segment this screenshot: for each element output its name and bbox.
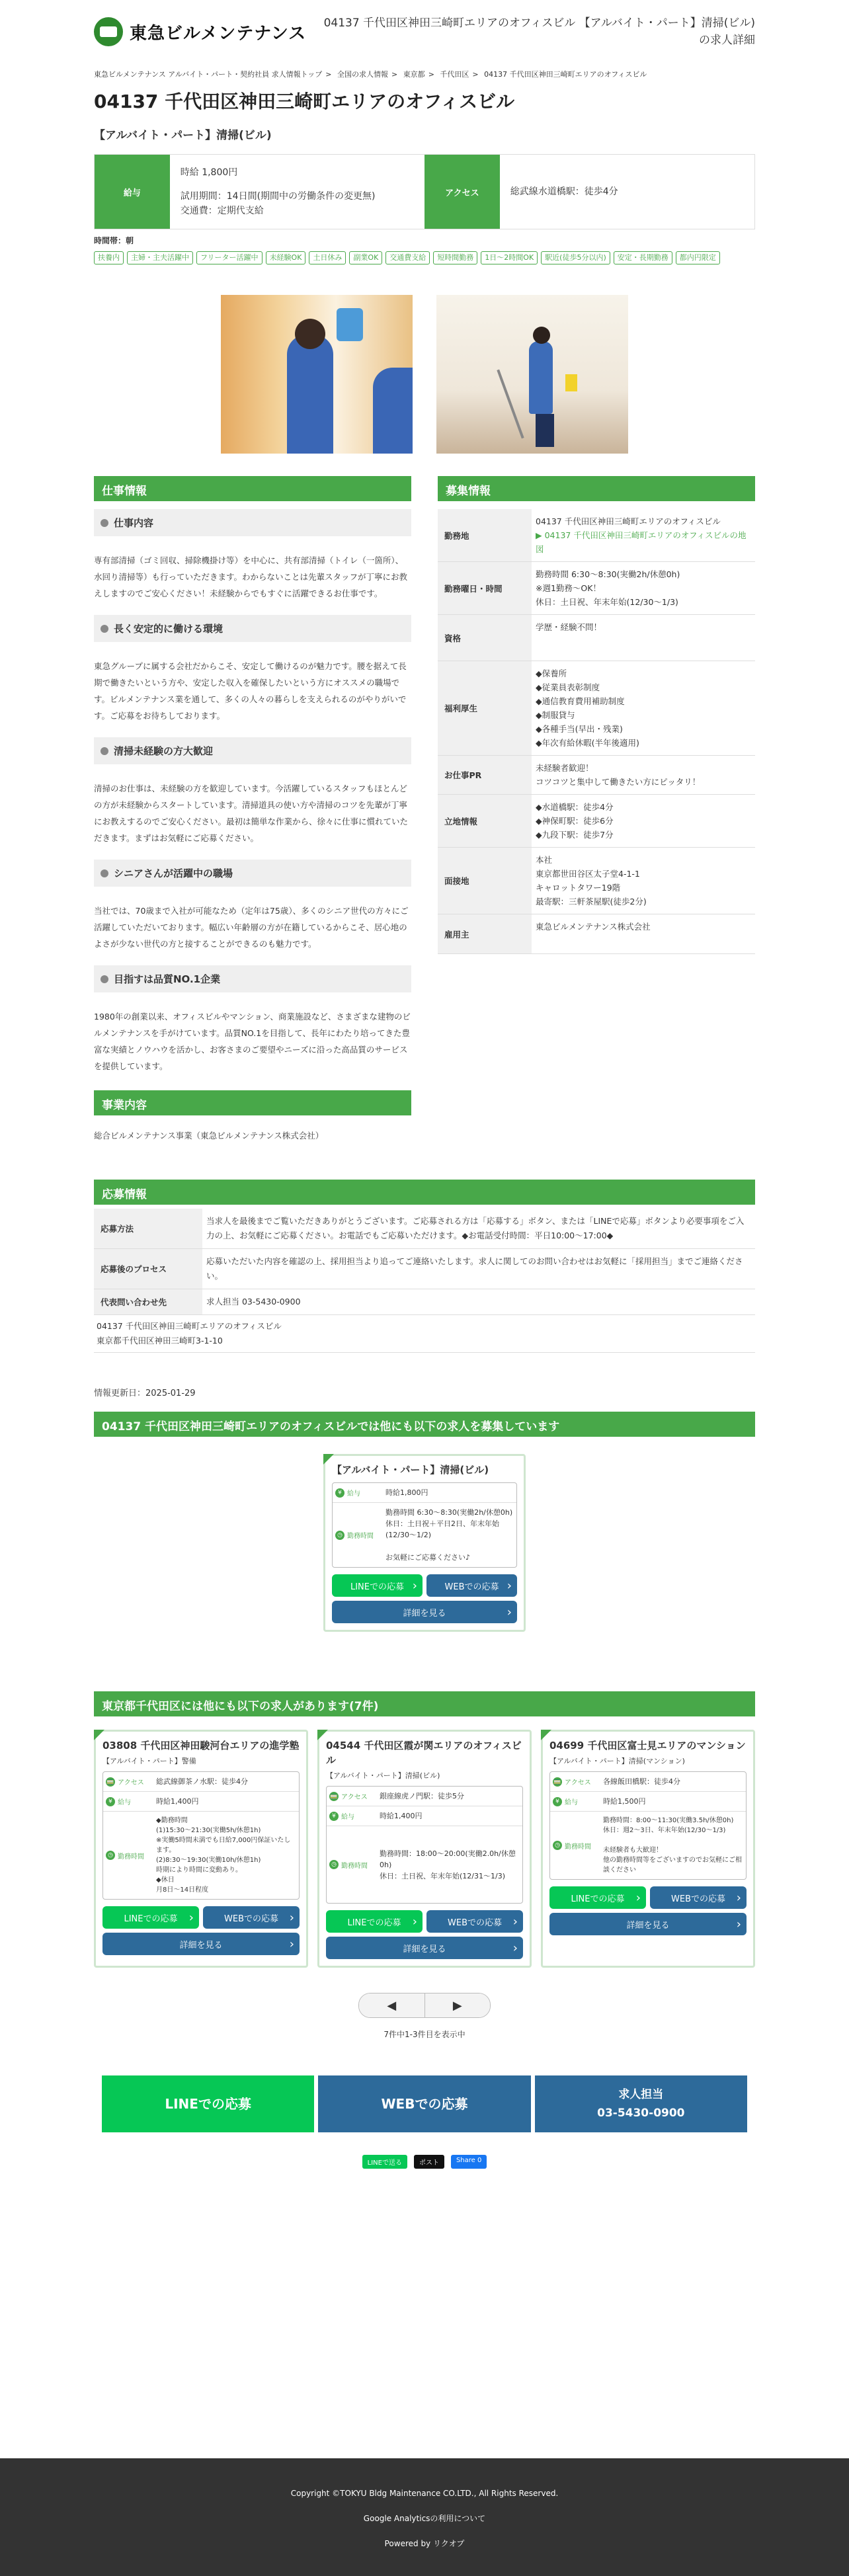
train-icon: 🚃: [330, 1792, 338, 1800]
tag: 主婦・主夫活躍中: [127, 251, 193, 264]
row-line: ※週1勤務～OK！: [536, 583, 601, 593]
card-row-value: 総武線御茶ノ水駅：徒歩4分: [156, 1777, 248, 1786]
row-value: 求人担当 03-5430-0900: [202, 1289, 755, 1315]
row-line: ◆水道橋駅：徒歩4分: [536, 802, 614, 812]
train-icon: 🚃: [553, 1778, 561, 1785]
work-section-heading: [94, 965, 411, 992]
tag-list: [94, 251, 755, 264]
pagination: [94, 1993, 755, 2018]
header-title: 04137 千代田区神田三崎町エリアのオフィスビル 【アルバイト・パート】清掃(ビル)の求人詳細: [323, 17, 755, 47]
row-line: ◆九段下駅：徒歩7分: [536, 830, 614, 840]
yen-icon: ¥: [553, 1797, 562, 1806]
card-title[interactable]: 【アルバイト・パート】清掃(ビル): [332, 1464, 489, 1476]
work-section-heading: [94, 860, 411, 887]
breadcrumb: [94, 63, 755, 81]
apply-heading: 応募情報: [94, 1180, 755, 1205]
bullet-icon: [101, 625, 108, 633]
card-title[interactable]: 03808 千代田区神田駿河台エリアの進学塾: [102, 1740, 300, 1751]
breadcrumb-sep: >: [472, 70, 479, 79]
clock-icon: ◷: [335, 1531, 344, 1540]
job-summary: [94, 154, 755, 229]
row-line: 東京都世田谷区太子堂4-1-1: [536, 869, 640, 879]
pager-box: [358, 1993, 491, 2018]
card-row-value: 銀座線虎ノ門駅：徒歩5分: [380, 1792, 464, 1800]
row-value: [532, 509, 755, 562]
other-jobs-here: [94, 1412, 755, 1632]
row-line: 04137 千代田区神田三崎町エリアのオフィスビル: [536, 516, 721, 526]
pager-status: 7件中1-3件目を表示中: [384, 2030, 465, 2039]
row-line: ◆従業員表彰制度: [536, 682, 600, 692]
job-card[interactable]: [317, 1730, 532, 1968]
work-info-column: [94, 476, 411, 1144]
card-row: [103, 1812, 299, 1899]
copyright: Copyright ©TOKYU Bldg Maintenance CO.LTD., All Rights Reserved.: [290, 2489, 559, 2498]
content-columns: [94, 476, 755, 1144]
pay-label: 給与: [95, 155, 170, 229]
card-row-value: 勤務時間：18:00～20:00(実働2.0h/休憩0h) 休日：土日祝、年末年始(12/31～1/3): [380, 1849, 516, 1880]
other-jobs-area: [94, 1691, 755, 2040]
tag: 駅近(徒歩5分以内): [541, 251, 610, 264]
card-row-value: 勤務時間 6:30～8:30(実働2h/休憩0h) 休日：土日祝＋平日2日、年末年始(12/30～1/2) お気軽にご応募ください♪: [385, 1508, 513, 1562]
card-row-value: 時給1,800円: [385, 1488, 428, 1497]
card-row-label: ¥ 給与: [333, 1483, 383, 1502]
work-section-text: 専有部清掃（ゴミ回収、掃除機掛け等）を中心に、共有部清掃（トイレ（一箇所）、水回り清掃等）も行っていただきます。わからないことは先輩スタッフが丁寧にお教えしますのでご安心ください！未経験からでもすぐに活躍できるお仕事です。: [94, 555, 408, 598]
card-row: [550, 1812, 746, 1879]
powered-by[interactable]: Powered by リクオプ: [384, 2539, 465, 2548]
yen-icon: ¥: [329, 1812, 339, 1821]
section-title: 目指すは品質NO.1企業: [114, 973, 221, 985]
x-share-button[interactable]: ポスト: [414, 2155, 444, 2169]
tag: 副業OK: [349, 251, 382, 264]
web-apply-button[interactable]: WEBでの応募 ›: [426, 1910, 523, 1933]
row-value: [532, 848, 755, 914]
company-logo[interactable]: [94, 17, 306, 46]
facebook-share-button[interactable]: Share 0: [451, 2155, 487, 2169]
card-row-value: 時給1,500円: [603, 1797, 646, 1806]
row-value: 当求人を最後までご覧いただきありがとうございます。ご応募される方は「応募する」ボタン、または「LINEで応募」ボタンより必要事項をご入力の上、お気軽にご応募ください。お電話でもご応募いただけます。◆お電話受付時間：平日10:00～17:00◆: [202, 1209, 755, 1249]
card-row-label: 🚃 アクセス: [553, 1778, 591, 1787]
row-line: ◆神保町駅：徒歩6分: [536, 816, 614, 826]
section-title: 長く安定的に働ける環境: [114, 623, 223, 635]
line-apply-button[interactable]: LINEでの応募 ›: [326, 1910, 423, 1933]
card-type: 【アルバイト・パート】清掃(ビル): [326, 1771, 440, 1780]
logo-text: 東急ビルメンテナンス: [130, 23, 307, 44]
work-section-text: 東急グループに属する会社だからこそ、安定して働けるのが魅力です。腰を据えて長期で働きたいという方や、安定した収入を確保したいという方にオススメの職場です。ビルメンテナンス業を通して、多くの人々の暮らしを支えられるのがやりがいです。ご応募をお待ちしております。: [94, 661, 407, 721]
card-details: [326, 1786, 523, 1904]
breadcrumb-sep: >: [391, 70, 398, 79]
card-row-label: ◷ 勤務時間: [333, 1503, 383, 1567]
analytics-link[interactable]: Google Analyticsの利用について: [363, 2514, 486, 2523]
row-label: お仕事PR: [438, 756, 532, 795]
row-value: [532, 756, 755, 795]
logo-mark-icon: [94, 17, 123, 46]
card-row-label: ◷ 勤務時間: [327, 1826, 377, 1903]
row-label: 代表問い合わせ先: [94, 1289, 202, 1315]
tag: 扶養内: [94, 251, 124, 264]
card-buttons: [326, 1910, 523, 1933]
bullet-icon: [101, 975, 108, 983]
breadcrumb-nationwide[interactable]: 全国の求人情報: [337, 70, 388, 79]
map-link[interactable]: ▶ 04137 千代田区神田三崎町エリアのオフィスビルの地図: [536, 530, 747, 554]
tag: 交通費支給: [385, 251, 430, 264]
page-title: 04137 千代田区神田三崎町エリアのオフィスビル: [94, 91, 515, 112]
row-label: 応募後のプロセス: [94, 1249, 202, 1289]
access-label: アクセス: [425, 155, 500, 229]
tag: 土日休み: [309, 251, 346, 264]
work-section-text: 1980年の創業以来、オフィスビルやマンション、商業施設など、さまざまな建物のビルメンテナンスを手がけています。品質NO.1を目指して、長年にわたり培ってきた豊富な実績とノウハウを活かし、お客さまのご要望やニーズに沿った高品質のサービスを提供しています。: [94, 1012, 411, 1071]
recruit-info-column: [438, 476, 755, 1144]
card-buttons: [102, 1906, 300, 1929]
tag: 未経験OK: [266, 251, 306, 264]
row-value: [532, 562, 755, 615]
card-row: [327, 1826, 522, 1903]
row-label: 立地情報: [438, 795, 532, 848]
share-buttons: [94, 2155, 755, 2169]
line-apply-button[interactable]: LINEでの応募 ›: [102, 1906, 199, 1929]
row-value: [532, 795, 755, 848]
work-section-heading: [94, 509, 411, 536]
card-details: [549, 1771, 747, 1880]
row-line: コツコツと集中して働きたい方にピッタリ！: [536, 777, 701, 787]
row-label: 面接地: [438, 848, 532, 914]
bullet-icon: [101, 747, 108, 755]
table-row: [94, 1249, 755, 1289]
row-label: 雇用主: [438, 914, 532, 954]
business-text: 総合ビルメンテナンス事業（東急ビルメンテナンス株式会社）: [94, 1131, 324, 1141]
card-row-label: ◷ 勤務時間: [550, 1812, 600, 1879]
business-section: [94, 1090, 411, 1144]
card-details: [332, 1482, 517, 1568]
row-line: ◆各種手当(早出・残業): [536, 724, 623, 734]
row-label: 資格: [438, 615, 532, 661]
card-row-value: 各線飯田橋駅：徒歩4分: [603, 1777, 680, 1786]
cta-tel-number: 03-5430-0900: [597, 2107, 685, 2120]
section-title: 清掃未経験の方大歓迎: [114, 745, 214, 757]
table-row: [438, 562, 755, 615]
card-row-value: 時給1,400円: [380, 1812, 423, 1820]
cta-web-label: WEBでの応募: [381, 2096, 468, 2112]
recruit-table: [438, 509, 755, 954]
other-area-heading: 東京都千代田区には他にも以下の求人があります(7件): [94, 1691, 755, 1716]
clock-icon: ◷: [329, 1860, 339, 1869]
row-line: 未経験者歓迎！: [536, 763, 594, 773]
job-card[interactable]: [323, 1454, 526, 1632]
web-apply-button[interactable]: WEBでの応募 ›: [650, 1886, 747, 1909]
bullet-icon: [101, 519, 108, 527]
table-row: [438, 661, 755, 756]
card-row-label: 🚃 アクセス: [330, 1792, 368, 1801]
tag: 短時間勤務: [433, 251, 477, 264]
row-value: [532, 615, 755, 661]
card-type: 【アルバイト・パート】警備: [102, 1757, 196, 1765]
work-address: [94, 1315, 755, 1353]
detail-button[interactable]: 詳細を見る ›: [549, 1913, 747, 1935]
card-row: [327, 1787, 522, 1806]
apply-section: [94, 1180, 755, 1353]
web-apply-button[interactable]: WEBでの応募 ›: [203, 1906, 300, 1929]
card-row-value: 時給1,400円: [156, 1797, 199, 1806]
table-row: [438, 848, 755, 914]
updated-date: 情報更新日：2025-01-29: [94, 1389, 196, 1398]
cta-web-button[interactable]: [318, 2075, 530, 2132]
detail-button[interactable]: 詳細を見る ›: [326, 1937, 523, 1959]
row-label: 福利厚生: [438, 661, 532, 756]
tag: 1日～2時間OK: [481, 251, 538, 264]
job-type: 【アルバイト・パート】清掃(ビル): [94, 129, 272, 142]
cta-tel-label: 求人担当: [618, 2088, 664, 2101]
card-row: [550, 1792, 746, 1812]
work-section-heading: [94, 737, 411, 764]
row-label: 勤務地: [438, 509, 532, 562]
business-heading: 事業内容: [94, 1090, 411, 1115]
row-line: ◆通信教育費用補助制度: [536, 696, 625, 706]
detail-button[interactable]: 詳細を見る ›: [102, 1933, 300, 1955]
line-share-button[interactable]: LINEで送る: [362, 2155, 407, 2169]
yen-icon: ¥: [335, 1488, 344, 1498]
row-line: キャロットタワー19階: [536, 883, 621, 893]
section-title: 仕事内容: [114, 517, 154, 529]
card-row-label: 🚃 アクセス: [106, 1778, 144, 1787]
breadcrumb-sep: >: [325, 70, 332, 79]
breadcrumb-tokyo[interactable]: 東京都: [403, 70, 425, 79]
card-row: [333, 1503, 516, 1567]
row-label: 応募方法: [94, 1209, 202, 1249]
section-title: シニアさんが活躍中の職場: [114, 867, 233, 879]
row-line: 勤務時間 6:30～8:30(実働2h/休憩0h): [536, 569, 680, 579]
row-line: 学歴・経験不問！: [536, 622, 602, 632]
card-row-label: ¥ 給与: [327, 1806, 377, 1826]
work-section-text: 当社では、70歳まで入社が可能なため（定年は75歳）、多くのシニア世代の方々にご活躍していただいております。幅広い年齢層の方が在籍しているからこそ、居心地のよさが少ない世代の方と接することができるのも魅力です。: [94, 906, 409, 949]
pay-line: 時給 1,800円: [180, 167, 238, 178]
card-title[interactable]: 04544 千代田区霞が関エリアのオフィスビル: [326, 1740, 522, 1766]
line-apply-button[interactable]: LINEでの応募 ›: [549, 1886, 646, 1909]
card-buttons: [549, 1886, 747, 1909]
work-section-heading: [94, 615, 411, 642]
table-row: [438, 795, 755, 848]
other-here-list: [94, 1454, 755, 1632]
tag: フリーター活躍中: [196, 251, 263, 264]
cta-bar: [102, 2075, 747, 2132]
row-label: 勤務曜日・時間: [438, 562, 532, 615]
address-line: 04137 千代田区神田三崎町エリアのオフィスビル: [97, 1321, 282, 1331]
row-line: 本社: [536, 855, 553, 865]
access-value: 総武線水道橋駅：徒歩4分: [510, 186, 618, 197]
job-card[interactable]: [94, 1730, 308, 1968]
table-row: [438, 756, 755, 795]
photo-gallery: [94, 295, 755, 454]
card-row-label: ◷ 勤務時間: [103, 1812, 153, 1899]
card-row: [333, 1483, 516, 1503]
site-footer: [0, 2458, 849, 2576]
work-info-heading: 仕事情報: [94, 476, 411, 501]
breadcrumb-sep: >: [428, 70, 434, 79]
breadcrumb-top[interactable]: 東急ビルメンテナンス アルバイト・パート・契約社員 求人情報トップ: [94, 70, 323, 79]
row-line: 休日：土日祝、年末年始(12/30～1/3): [536, 597, 678, 607]
table-row: [438, 509, 755, 562]
detail-button[interactable]: 詳細を見る ›: [332, 1601, 517, 1623]
train-icon: 🚃: [106, 1778, 114, 1785]
row-value: [532, 661, 755, 756]
work-section-text: 清掃のお仕事は、未経験の方を歓迎しています。今活躍しているスタッフもほとんどの方が未経験からスタートしています。清掃道具の使い方や清掃のコツを先輩が丁寧にお教えするのでご安心ください。最初は簡単な作業から、徐々に仕事に慣れていただきます。まずはお気軽にご応募ください。: [94, 784, 409, 843]
table-row: [94, 1209, 755, 1249]
next-page-button[interactable]: ▶: [425, 1993, 491, 2017]
row-value: [532, 914, 755, 954]
pay-value: [170, 155, 425, 229]
recruit-heading: 募集情報: [438, 476, 755, 501]
breadcrumb-current: 04137 千代田区神田三崎町エリアのオフィスビル: [484, 70, 647, 79]
card-row: [550, 1772, 746, 1792]
yen-icon: ¥: [106, 1797, 115, 1806]
card-title[interactable]: 04699 千代田区富士見エリアのマンション: [549, 1740, 746, 1751]
photo-cleaning-floor: [436, 295, 628, 454]
card-type: 【アルバイト・パート】清掃(マンション): [549, 1757, 685, 1765]
row-line: ◆保養所: [536, 668, 567, 678]
card-row-value: 勤務時間：8:00～11:30(実働3.5h/休憩0h) 休日：週2～3日、年末年始(12/30～1/3) 未経験者も大歓迎！ 他の勤務時間等をございますのでお気軽にご相談ください: [603, 1817, 742, 1874]
tag: 都内円限定: [676, 251, 720, 264]
table-row: [94, 1289, 755, 1315]
card-row-label: ¥ 給与: [103, 1792, 153, 1811]
bullet-icon: [101, 869, 108, 877]
photo-cleaning-window: [221, 295, 413, 454]
card-row-value: ◆勤務時間 (1)15:30～21:30(実働5h/休憩1h) ※実働5時間未満でも日給7,000円保証いたします。 (2)8:30～19:30(実働10h/休憩1h) 時期により時間に変動あり。 ◆休日 月8日～14日程度: [156, 1817, 291, 1894]
cta-tel-button[interactable]: [535, 2075, 747, 2132]
line-apply-button[interactable]: LINEでの応募 ›: [332, 1574, 423, 1597]
row-value: 応募いただいた内容を確認の上、採用担当より追ってご連絡いたします。求人に関してのお問い合わせはお気軽に「採用担当」までご連絡ください。: [202, 1249, 755, 1289]
prev-page-button[interactable]: ◀: [359, 1993, 425, 2017]
card-row-label: ¥ 給与: [550, 1792, 600, 1811]
address-line: 東京都千代田区神田三崎町3-1-10: [97, 1336, 223, 1346]
card-row: [327, 1806, 522, 1826]
apply-table: [94, 1209, 755, 1315]
tag: 安定・長期勤務: [614, 251, 672, 264]
hours-label: 時間帯：朝: [94, 236, 134, 245]
card-buttons: [332, 1574, 517, 1597]
cta-line-label: LINEでの応募: [165, 2096, 251, 2112]
card-details: [102, 1771, 300, 1900]
table-row: [438, 914, 755, 954]
row-line: ◆制服貸与: [536, 710, 575, 720]
job-card[interactable]: [541, 1730, 755, 1968]
pay-line: 試用期間：14日間(期間中の労働条件の変更無): [180, 191, 376, 202]
pay-line: 交通費：定期代支給: [180, 206, 264, 216]
card-row: [103, 1772, 299, 1792]
table-row: [438, 615, 755, 661]
breadcrumb-chiyoda[interactable]: 千代田区: [440, 70, 469, 79]
other-here-heading: 04137 千代田区神田三崎町エリアのオフィスビルでは他にも以下の求人を募集しています: [94, 1412, 755, 1437]
row-line: ◆年次有給休暇(半年後適用): [536, 738, 639, 748]
card-row: [103, 1792, 299, 1812]
row-line: 東急ビルメンテナンス株式会社: [536, 922, 651, 932]
clock-icon: ◷: [106, 1851, 115, 1860]
row-line: 最寄駅：三軒茶屋駅(徒歩2分): [536, 897, 647, 906]
site-header: [94, 0, 755, 63]
other-area-list: [94, 1730, 755, 1968]
cta-line-button[interactable]: [102, 2075, 314, 2132]
web-apply-button[interactable]: WEBでの応募 ›: [426, 1574, 517, 1597]
clock-icon: ◷: [553, 1841, 562, 1850]
